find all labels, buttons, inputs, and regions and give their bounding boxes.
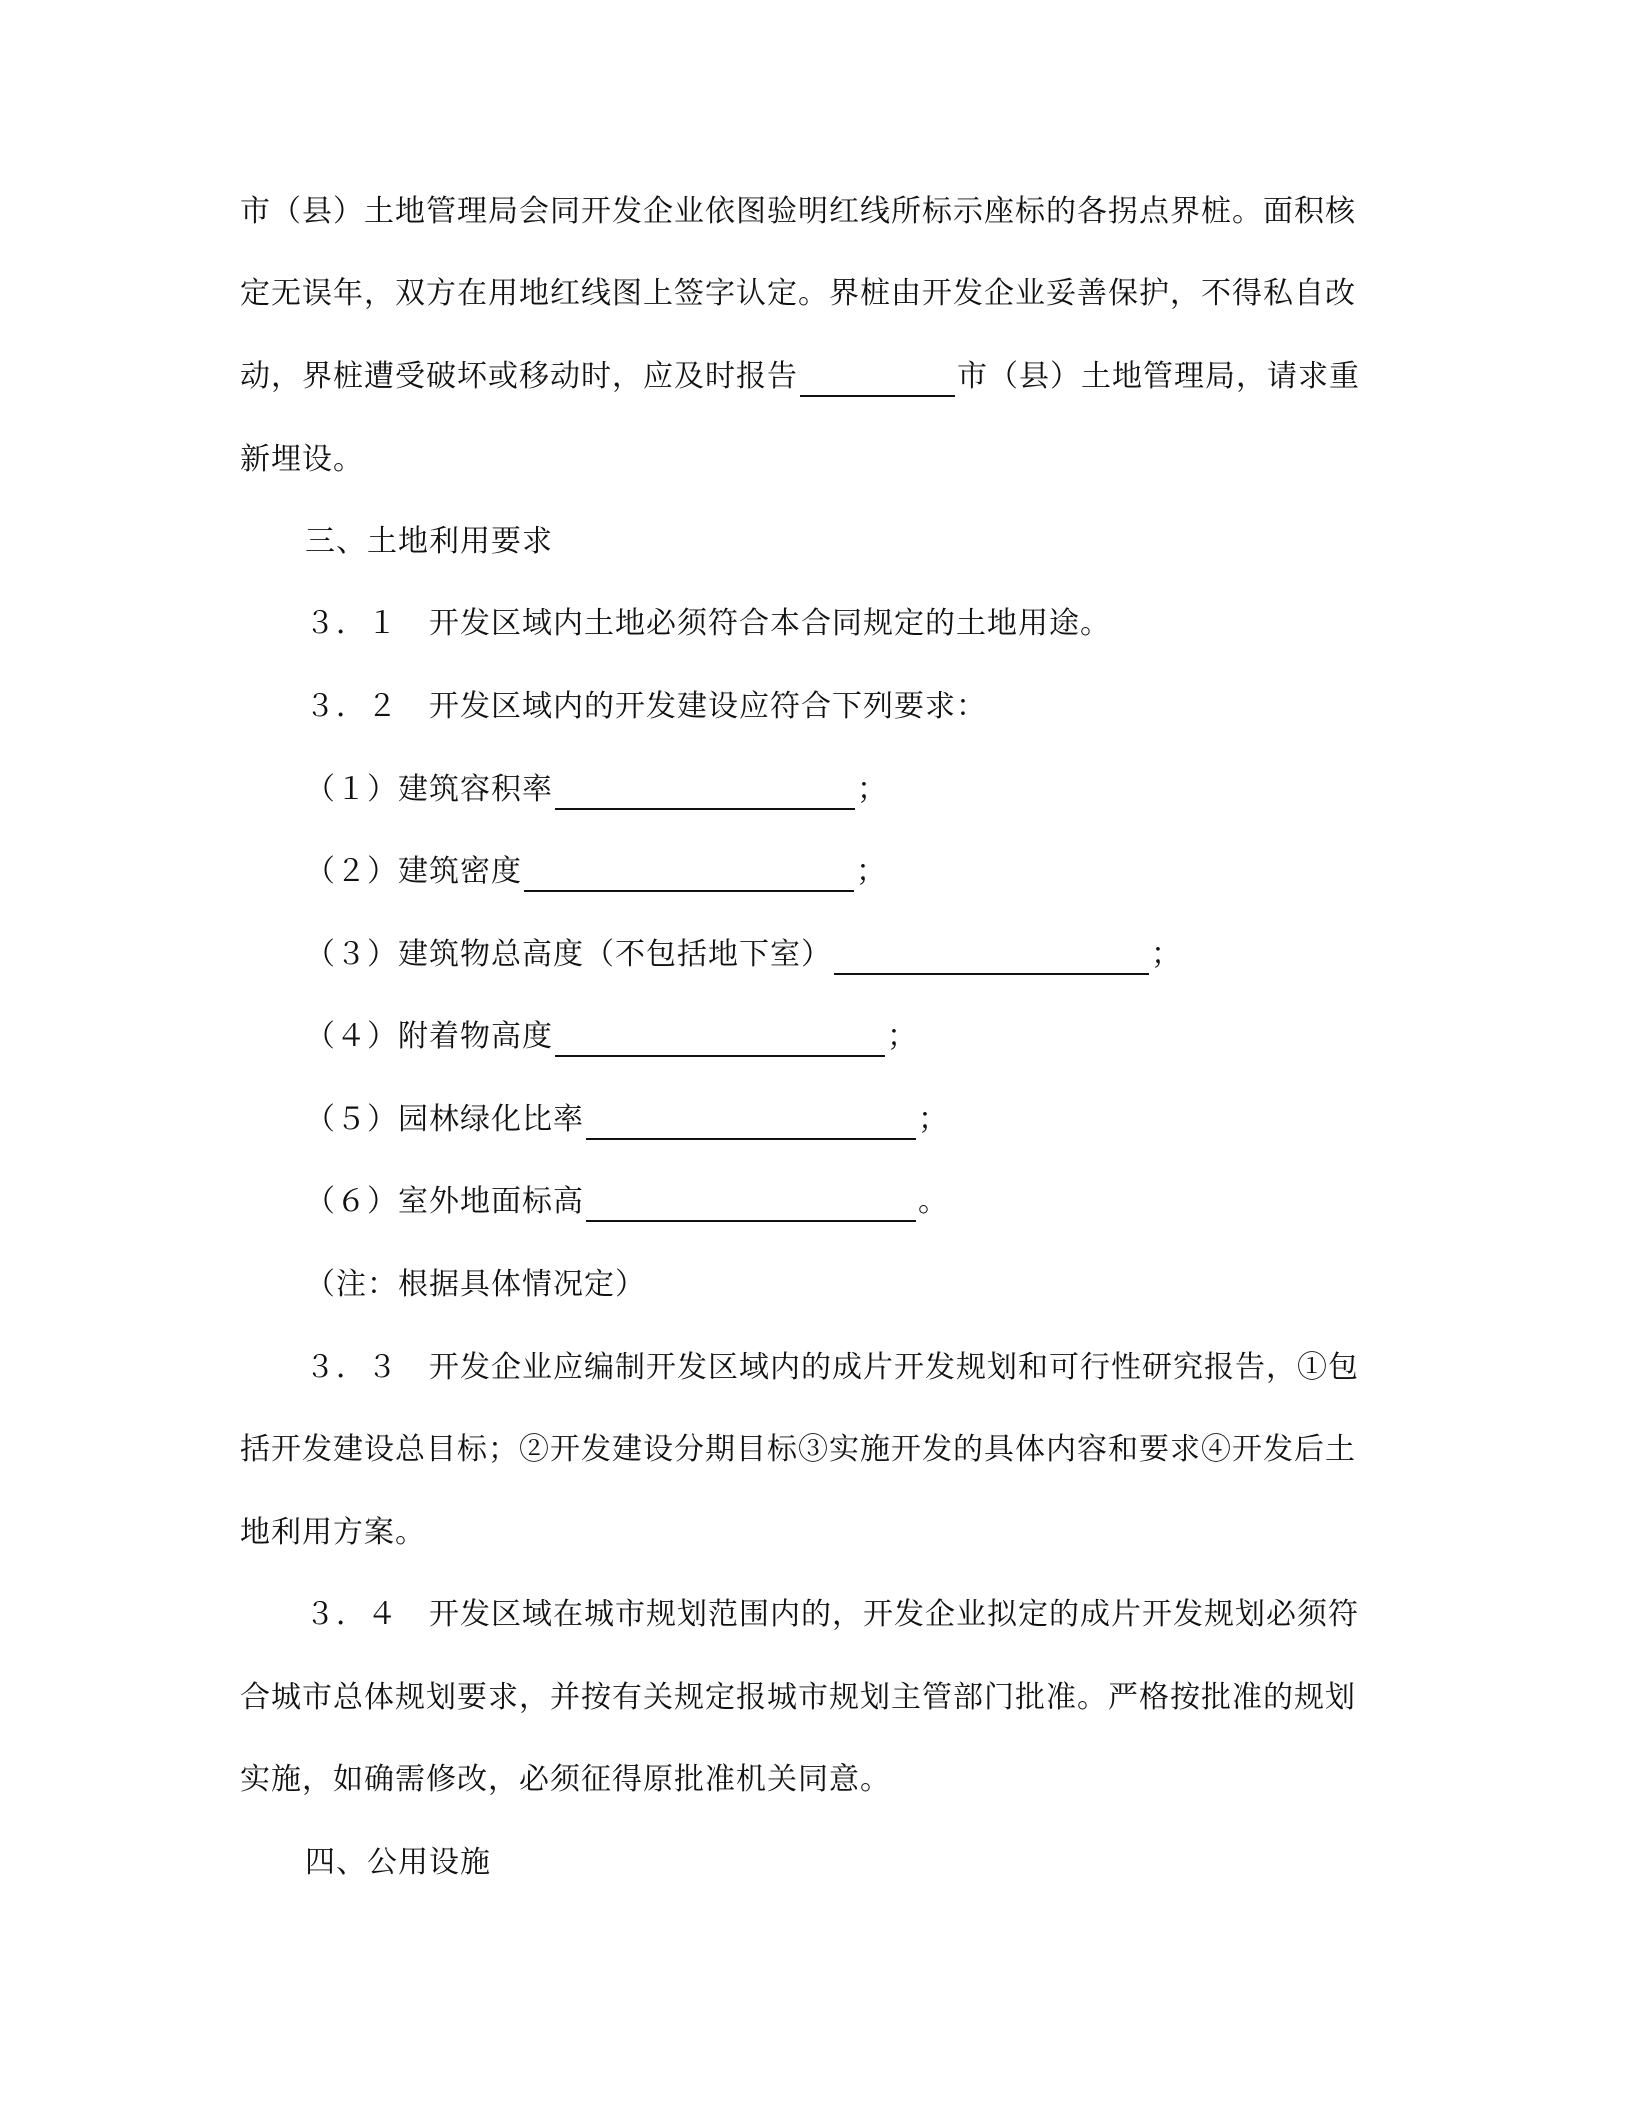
fill-in-blank [586,1190,916,1222]
requirement-item [305,1100,949,1140]
fill-in-blank [800,365,955,397]
paragraph-line: 新埋设。 [240,442,364,477]
fill-in-blank [586,1108,916,1140]
requirement-item [305,935,1182,975]
fill-in-blank [834,943,1149,975]
requirement-label: （６）室外地面标高 [305,1184,584,1219]
paragraph-line-with-blank [240,357,1360,397]
clause-3-3-line: 地利用方案。 [240,1515,426,1550]
requirement-label: （１）建筑容积率 [305,772,553,807]
requirement-end: ； [918,1102,949,1137]
fill-in-blank [555,778,855,810]
paragraph-line: 定无误年，双方在用地红线图上签字认定。界桩由开发企业妥善保护，不得私自改 [240,276,1356,311]
requirement-end: ； [1151,937,1182,972]
requirement-item [305,852,887,892]
requirement-label: （２）建筑密度 [305,854,522,889]
paragraph-line: 市（县）土地管理局会同开发企业依图验明红线所标示座标的各拐点界桩。面积核 [240,194,1356,229]
clause-3-3-line: 括开发建设总目标；②开发建设分期目标③实施开发的具体内容和要求④开发后土 [240,1432,1356,1467]
clause-3-2: ３．２ 开发区域内的开发建设应符合下列要求： [305,689,987,724]
requirement-item [305,1017,918,1057]
fill-in-blank [555,1025,885,1057]
note: （注：根据具体情况定） [305,1267,646,1302]
fill-in-blank [524,860,854,892]
paragraph-text: 动，界桩遭受破坏或移动时，应及时报告 [240,359,798,394]
requirement-end: ； [856,854,887,889]
requirement-item [305,770,888,810]
requirement-label: （５）园林绿化比率 [305,1102,584,1137]
clause-3-4-line: ３．４ 开发区域在城市规划范围内的，开发企业拟定的成片开发规划必须符 [305,1597,1359,1632]
requirement-end: 。 [918,1184,949,1219]
requirement-label: （４）附着物高度 [305,1019,553,1054]
clause-3-1: ３．１ 开发区域内土地必须符合本合同规定的土地用途。 [305,606,1111,641]
clause-3-4-line: 合城市总体规划要求，并按有关规定报城市规划主管部门批准。严格按批准的规划 [240,1680,1356,1715]
paragraph-text: 市（县）土地管理局，请求重 [957,359,1360,394]
section-heading: 三、土地利用要求 [305,524,553,559]
requirement-end: ； [857,772,888,807]
clause-3-3-line: ３．３ 开发企业应编制开发区域内的成片开发规划和可行性研究报告，①包 [305,1350,1359,1385]
requirement-label: （３）建筑物总高度（不包括地下室） [305,937,832,972]
requirement-item [305,1182,949,1222]
section-heading: 四、公用设施 [305,1845,491,1880]
requirement-end: ； [887,1019,918,1054]
clause-3-4-line: 实施，如确需修改，必须征得原批准机关同意。 [240,1762,891,1797]
